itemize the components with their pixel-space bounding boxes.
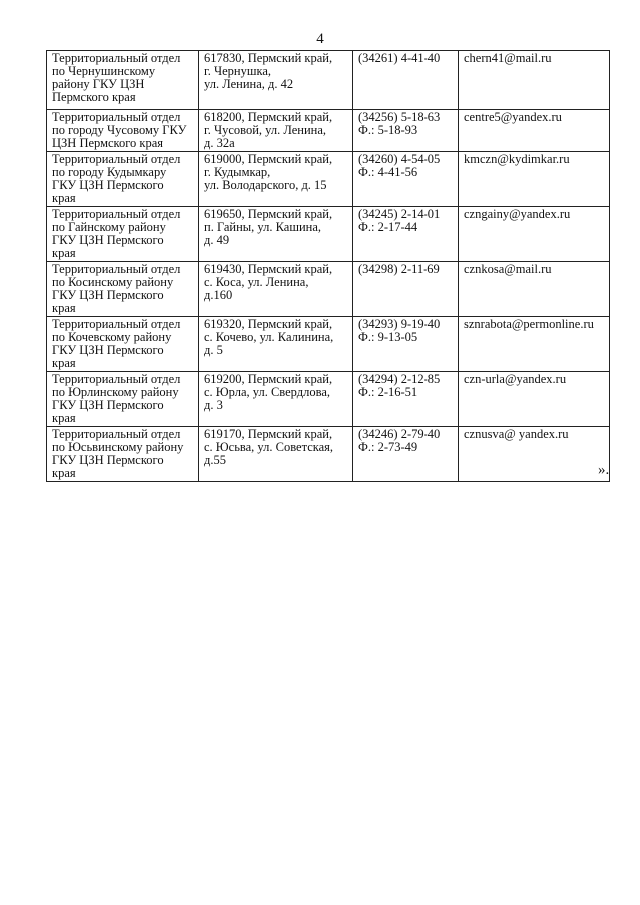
department-line: ГКУ ЦЗН Пермского <box>52 453 164 467</box>
email-cell <box>459 152 610 207</box>
phone-cell <box>353 207 459 262</box>
address-line: г. Чусовой, ул. Ленина, <box>204 123 327 137</box>
table-row <box>47 51 610 110</box>
department-line: по Косинскому району <box>52 275 174 289</box>
department-line: края <box>52 411 76 425</box>
department-line: Территориальный отдел <box>52 372 181 386</box>
fax-line: Ф.: 9-13-05 <box>358 330 418 344</box>
phone-cell <box>353 51 459 110</box>
department-line: по городу Чусовому ГКУ <box>52 123 187 137</box>
address-line: с. Юрла, ул. Свердлова, <box>204 385 331 399</box>
email-cell <box>459 207 610 262</box>
phone-cell <box>353 372 459 427</box>
email-address: kmczn@kydimkar.ru <box>464 152 570 166</box>
phone-cell <box>353 262 459 317</box>
department-line: по Гайнскому району <box>52 220 166 234</box>
department-line: по Юсьвинскому району <box>52 440 184 454</box>
department-line: Территориальный отдел <box>52 152 181 166</box>
department-line: Пермского края <box>52 90 136 104</box>
department-cell <box>47 372 199 427</box>
address-line: д.55 <box>204 453 226 467</box>
table-row <box>47 372 610 427</box>
address-line: г. Чернушка, <box>204 64 272 78</box>
address-line: 619000, Пермский край, <box>204 152 333 166</box>
address-line: ул. Володарского, д. 15 <box>204 178 327 192</box>
contacts-table <box>46 50 610 482</box>
phone-line: (34294) 2-12-85 <box>358 372 441 386</box>
department-line: по Кочевскому району <box>52 330 172 344</box>
phone-line: (34293) 9-19-40 <box>358 317 441 331</box>
department-line: края <box>52 246 76 260</box>
address-cell <box>199 317 353 372</box>
email-cell <box>459 372 610 427</box>
table-row <box>47 207 610 262</box>
department-line: Территориальный отдел <box>52 262 181 276</box>
email-cell <box>459 427 610 482</box>
email-address: cznkosa@mail.ru <box>464 262 552 276</box>
address-line: д. 5 <box>204 343 223 357</box>
email-cell <box>459 110 610 152</box>
department-cell <box>47 110 199 152</box>
phone-line: (34261) 4-41-40 <box>358 51 441 65</box>
department-cell <box>47 427 199 482</box>
page-number: 4 <box>316 31 324 47</box>
address-line: 618200, Пермский край, <box>204 110 333 124</box>
fax-line: Ф.: 2-73-49 <box>358 440 418 454</box>
fax-line: Ф.: 4-41-56 <box>358 165 418 179</box>
address-line: 619650, Пермский край, <box>204 207 333 221</box>
address-line: с. Юсьва, ул. Советская, <box>204 440 334 454</box>
department-line: Территориальный отдел <box>52 51 181 65</box>
address-line: 619430, Пермский край, <box>204 262 333 276</box>
department-line: по городу Кудымкару <box>52 165 167 179</box>
phone-cell <box>353 317 459 372</box>
department-line: району ГКУ ЦЗН <box>52 77 145 91</box>
department-line: ГКУ ЦЗН Пермского <box>52 233 164 247</box>
department-cell <box>47 51 199 110</box>
email-cell <box>459 262 610 317</box>
department-cell <box>47 207 199 262</box>
department-line: ГКУ ЦЗН Пермского <box>52 288 164 302</box>
table-row <box>47 427 610 482</box>
phone-cell <box>353 110 459 152</box>
email-address: chern41@mail.ru <box>464 51 552 65</box>
department-cell <box>47 152 199 207</box>
phone-line: (34246) 2-79-40 <box>358 427 441 441</box>
address-line: 619200, Пермский край, <box>204 372 333 386</box>
department-cell <box>47 262 199 317</box>
email-address: czngainy@yandex.ru <box>464 207 571 221</box>
table-row <box>47 152 610 207</box>
address-line: ул. Ленина, д. 42 <box>204 77 294 91</box>
department-line: ГКУ ЦЗН Пермского <box>52 178 164 192</box>
department-line: ГКУ ЦЗН Пермского <box>52 343 164 357</box>
table-row <box>47 317 610 372</box>
department-line: края <box>52 301 76 315</box>
department-line: края <box>52 191 76 205</box>
phone-line: (34245) 2-14-01 <box>358 207 441 221</box>
address-cell <box>199 262 353 317</box>
address-cell <box>199 427 353 482</box>
department-line: Территориальный отдел <box>52 110 181 124</box>
address-line: с. Коса, ул. Ленина, <box>204 275 309 289</box>
address-line: 619170, Пермский край, <box>204 427 333 441</box>
address-line: д. 32а <box>204 136 235 150</box>
department-line: края <box>52 356 76 370</box>
address-line: д. 49 <box>204 233 230 247</box>
department-line: ЦЗН Пермского края <box>52 136 164 150</box>
address-cell <box>199 51 353 110</box>
fax-line: Ф.: 5-18-93 <box>358 123 418 137</box>
address-line: г. Кудымкар, <box>204 165 271 179</box>
address-line: с. Кочево, ул. Калинина, <box>204 330 334 344</box>
phone-line: (34256) 5-18-63 <box>358 110 441 124</box>
address-cell <box>199 110 353 152</box>
department-line: по Юрлинскому району <box>52 385 179 399</box>
department-line: по Чернушинскому <box>52 64 156 78</box>
department-line: Территориальный отдел <box>52 317 181 331</box>
email-cell <box>459 51 610 110</box>
department-line: края <box>52 466 76 480</box>
phone-cell <box>353 152 459 207</box>
phone-line: (34260) 4-54-05 <box>358 152 441 166</box>
email-address: cznusva@ yandex.ru <box>464 427 569 441</box>
table-row <box>47 110 610 152</box>
address-line: 619320, Пермский край, <box>204 317 333 331</box>
phone-line: (34298) 2-11-69 <box>358 262 440 276</box>
address-cell <box>199 207 353 262</box>
department-cell <box>47 317 199 372</box>
closing-quote-mark: ». <box>598 462 610 478</box>
address-cell <box>199 372 353 427</box>
email-address: centre5@yandex.ru <box>464 110 562 124</box>
table-row <box>47 262 610 317</box>
phone-cell <box>353 427 459 482</box>
department-line: Территориальный отдел <box>52 207 181 221</box>
address-line: д.160 <box>204 288 233 302</box>
email-address: czn-urla@yandex.ru <box>464 372 567 386</box>
fax-line: Ф.: 2-17-44 <box>358 220 418 234</box>
email-cell <box>459 317 610 372</box>
address-cell <box>199 152 353 207</box>
fax-line: Ф.: 2-16-51 <box>358 385 418 399</box>
department-line: Территориальный отдел <box>52 427 181 441</box>
email-address: sznrabota@permonline.ru <box>464 317 594 331</box>
address-line: 617830, Пермский край, <box>204 51 333 65</box>
address-line: д. 3 <box>204 398 223 412</box>
address-line: п. Гайны, ул. Кашина, <box>204 220 322 234</box>
department-line: ГКУ ЦЗН Пермского <box>52 398 164 412</box>
